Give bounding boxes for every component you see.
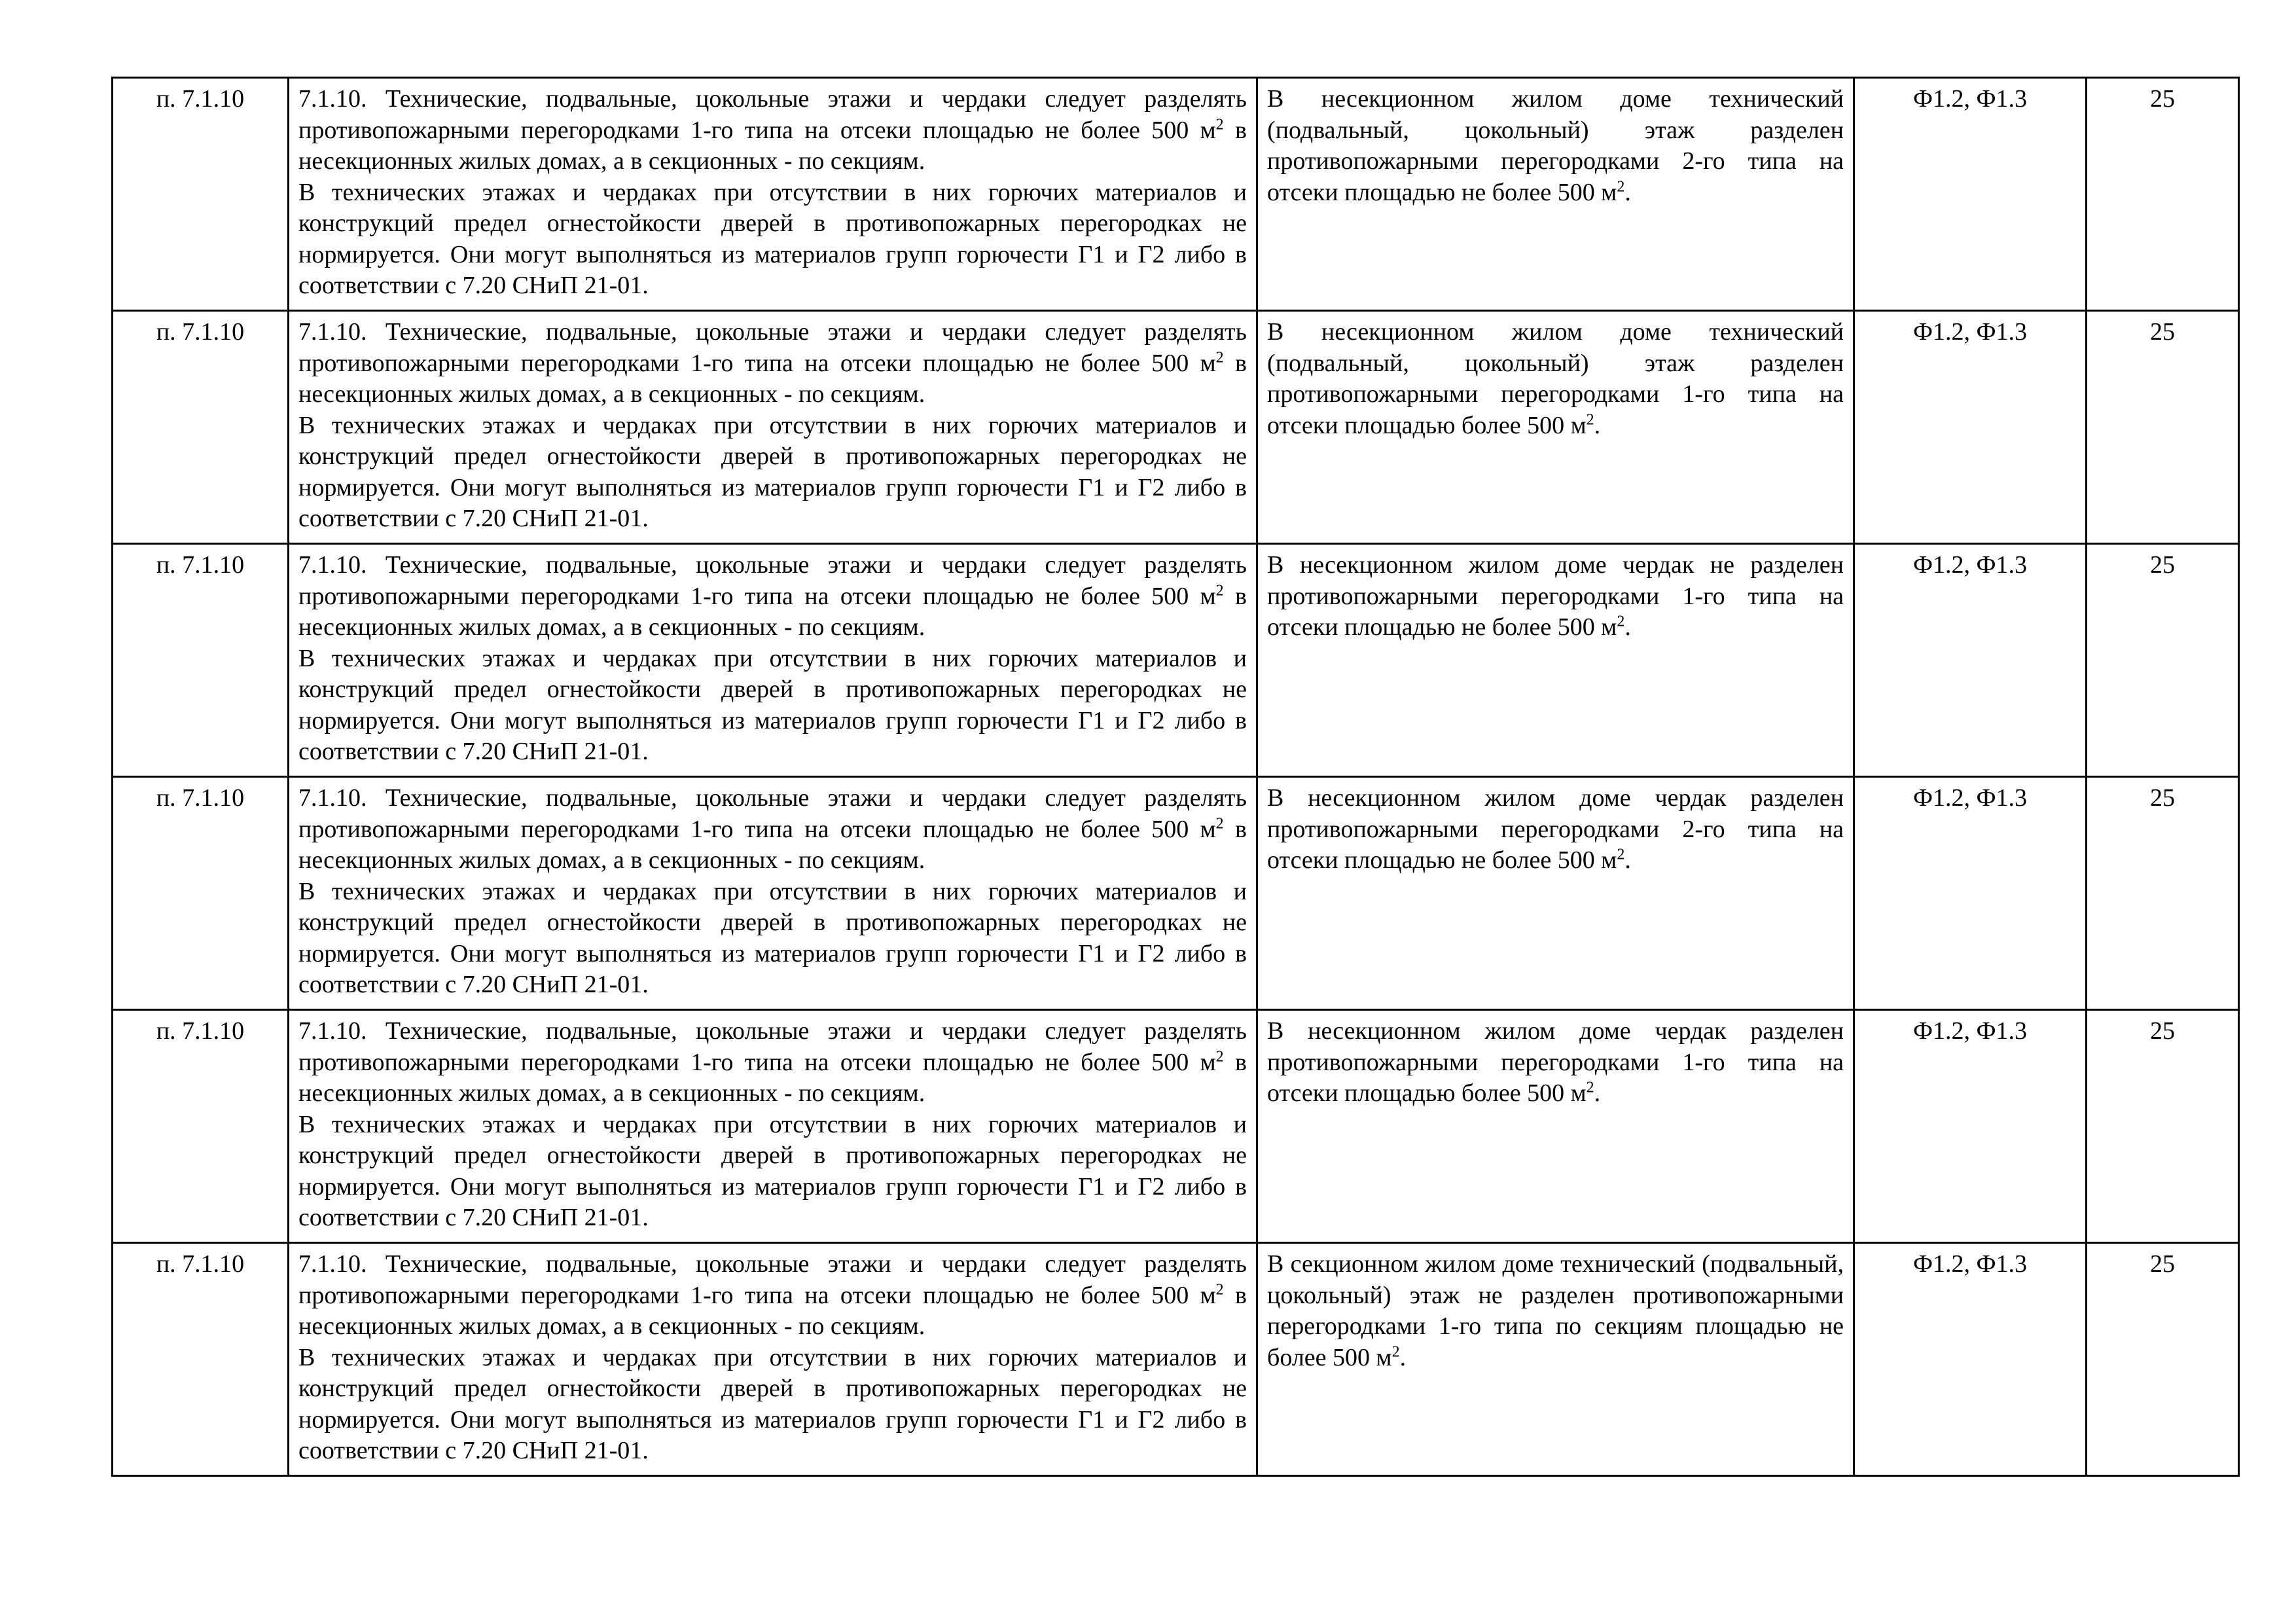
requirement-paragraph-2: В технических этажах и чердаках при отсутствии в них горючих материалов и конструкций предел огнестойкости дверей в противопожарных перегородках не нормируется. Они могут выполняться из материалов групп горючести Г1 и Г2 либо в соответствии с 7.20 СНиП 21-01. xyxy=(298,877,1247,998)
requirement-text-cell xyxy=(289,78,1257,311)
clause-reference-cell: п. 7.1.10 xyxy=(113,1243,289,1476)
requirement-paragraph-2: В технических этажах и чердаках при отсутствии в них горючих материалов и конструкций предел огнестойкости дверей в противопожарных перегородках не нормируется. Они могут выполняться из материалов групп горючести Г1 и Г2 либо в соответствии с 7.20 СНиП 21-01. xyxy=(298,644,1247,765)
clause-reference-cell: п. 7.1.10 xyxy=(113,544,289,777)
violation-description-cell xyxy=(1257,1010,1854,1243)
functional-class-cell: Ф1.2, Ф1.3 xyxy=(1854,777,2087,1010)
table-row xyxy=(113,544,2239,777)
functional-class-cell: Ф1.2, Ф1.3 xyxy=(1854,1010,2087,1243)
table-body xyxy=(113,78,2239,1476)
number-cell: 25 xyxy=(2087,78,2239,311)
superscript: 2 xyxy=(1215,581,1224,599)
requirement-paragraph-1 xyxy=(298,1249,1247,1343)
requirement-text-part: 7.1.10. Технические, подвальные, цокольные этажи и чердаки следует разделять противопожарными перегородками 1-го типа на отсеки площадью не более 500 м xyxy=(298,85,1247,144)
violation-description-cell xyxy=(1257,544,1854,777)
number-cell: 25 xyxy=(2087,1010,2239,1243)
requirement-paragraph-2: В технических этажах и чердаках при отсутствии в них горючих материалов и конструкций предел огнестойкости дверей в противопожарных перегородках не нормируется. Они могут выполняться из материалов групп горючести Г1 и Г2 либо в соответствии с 7.20 СНиП 21-01. xyxy=(298,178,1247,299)
number-cell: 25 xyxy=(2087,544,2239,777)
requirement-text-part: в несекционных жилых домах, а в секционных - по секциям. xyxy=(298,1281,1247,1340)
requirement-paragraph-1 xyxy=(298,1016,1247,1110)
requirement-paragraph-2: В технических этажах и чердаках при отсутствии в них горючих материалов и конструкций предел огнестойкости дверей в противопожарных перегородках не нормируется. Они могут выполняться из материалов групп горючести Г1 и Г2 либо в соответствии с 7.20 СНиП 21-01. xyxy=(298,411,1247,532)
violation-text-part: . xyxy=(1399,1343,1407,1371)
superscript: 2 xyxy=(1215,115,1224,133)
superscript: 2 xyxy=(1215,1047,1224,1065)
violation-text-part: В секционном жилом доме технический (подвальный, цокольный) этаж не разделен противопожарными перегородками 1-го типа по секциям площадью не более 500 м xyxy=(1267,1250,1844,1371)
functional-class-cell: Ф1.2, Ф1.3 xyxy=(1854,311,2087,544)
violation-description-cell xyxy=(1257,78,1854,311)
requirement-paragraph-2: В технических этажах и чердаках при отсутствии в них горючих материалов и конструкций предел огнестойкости дверей в противопожарных перегородках не нормируется. Они могут выполняться из материалов групп горючести Г1 и Г2 либо в соответствии с 7.20 СНиП 21-01. xyxy=(298,1343,1247,1464)
requirement-text-part: 7.1.10. Технические, подвальные, цокольные этажи и чердаки следует разделять противопожарными перегородками 1-го типа на отсеки площадью не более 500 м xyxy=(298,784,1247,843)
clause-reference-cell: п. 7.1.10 xyxy=(113,1010,289,1243)
violation-description-cell xyxy=(1257,311,1854,544)
clause-reference-cell: п. 7.1.10 xyxy=(113,311,289,544)
clause-reference-cell: п. 7.1.10 xyxy=(113,777,289,1010)
requirement-paragraph-1 xyxy=(298,84,1247,177)
functional-class-cell: Ф1.2, Ф1.3 xyxy=(1854,78,2087,311)
superscript: 2 xyxy=(1215,1280,1224,1298)
functional-class-cell: Ф1.2, Ф1.3 xyxy=(1854,1243,2087,1476)
superscript: 2 xyxy=(1215,814,1224,832)
requirement-text-part: в несекционных жилых домах, а в секционных - по секциям. xyxy=(298,116,1247,175)
violation-text-part: . xyxy=(1624,846,1631,874)
requirement-text-part: 7.1.10. Технические, подвальные, цокольные этажи и чердаки следует разделять противопожарными перегородками 1-го типа на отсеки площадью не более 500 м xyxy=(298,1250,1247,1309)
superscript: 2 xyxy=(1617,846,1625,863)
clause-reference-cell: п. 7.1.10 xyxy=(113,78,289,311)
requirement-text-part: в несекционных жилых домах, а в секционных - по секциям. xyxy=(298,349,1247,408)
violation-text-part: В несекционном жилом доме чердак не разделен противопожарными перегородками 1-го типа на отсеки площадью не более 500 м xyxy=(1267,551,1844,641)
violation-text-part: . xyxy=(1594,411,1601,439)
requirement-text-cell xyxy=(289,1243,1257,1476)
requirement-text-part: в несекционных жилых домах, а в секционных - по секциям. xyxy=(298,815,1247,874)
superscript: 2 xyxy=(1391,1343,1400,1360)
superscript: 2 xyxy=(1586,410,1594,428)
requirement-text-part: в несекционных жилых домах, а в секционных - по секциям. xyxy=(298,1048,1247,1107)
requirement-text-cell xyxy=(289,311,1257,544)
violation-text-part: В несекционном жилом доме технический (подвальный, цокольный) этаж разделен противопожарными перегородками 1-го типа на отсеки площадью более 500 м xyxy=(1267,318,1844,439)
superscript: 2 xyxy=(1215,348,1224,366)
requirements-table xyxy=(111,77,2240,1477)
table-row xyxy=(113,78,2239,311)
requirement-paragraph-2: В технических этажах и чердаках при отсутствии в них горючих материалов и конструкций предел огнестойкости дверей в противопожарных перегородках не нормируется. Они могут выполняться из материалов групп горючести Г1 и Г2 либо в соответствии с 7.20 СНиП 21-01. xyxy=(298,1110,1247,1231)
requirement-text-part: 7.1.10. Технические, подвальные, цокольные этажи и чердаки следует разделять противопожарными перегородками 1-го типа на отсеки площадью не более 500 м xyxy=(298,1017,1247,1076)
table-row xyxy=(113,311,2239,544)
number-cell: 25 xyxy=(2087,777,2239,1010)
violation-text-part: В несекционном жилом доме технический (подвальный, цокольный) этаж разделен противопожарными перегородками 2-го типа на отсеки площадью не более 500 м xyxy=(1267,85,1844,206)
requirement-paragraph-1 xyxy=(298,550,1247,643)
table-row xyxy=(113,1010,2239,1243)
superscript: 2 xyxy=(1617,177,1625,195)
requirement-paragraph-1 xyxy=(298,317,1247,410)
violation-text-part: . xyxy=(1624,613,1631,641)
requirement-text-cell xyxy=(289,1010,1257,1243)
number-cell: 25 xyxy=(2087,1243,2239,1476)
requirement-text-cell xyxy=(289,777,1257,1010)
table-row xyxy=(113,1243,2239,1476)
violation-description-cell xyxy=(1257,777,1854,1010)
violation-text-part: . xyxy=(1594,1079,1601,1107)
table-row xyxy=(113,777,2239,1010)
violation-text-part: В несекционном жилом доме чердак разделен противопожарными перегородками 1-го типа на отсеки площадью более 500 м xyxy=(1267,1017,1844,1107)
superscript: 2 xyxy=(1617,613,1625,630)
requirement-text-part: 7.1.10. Технические, подвальные, цокольные этажи и чердаки следует разделять противопожарными перегородками 1-го типа на отсеки площадью не более 500 м xyxy=(298,551,1247,610)
requirement-text-cell xyxy=(289,544,1257,777)
violation-description-cell xyxy=(1257,1243,1854,1476)
functional-class-cell: Ф1.2, Ф1.3 xyxy=(1854,544,2087,777)
superscript: 2 xyxy=(1586,1079,1594,1096)
violation-text-part: . xyxy=(1624,178,1631,206)
requirement-paragraph-1 xyxy=(298,783,1247,876)
violation-text-part: В несекционном жилом доме чердак разделен противопожарными перегородками 2-го типа на отсеки площадью не более 500 м xyxy=(1267,784,1844,874)
requirement-text-part: в несекционных жилых домах, а в секционных - по секциям. xyxy=(298,582,1247,641)
requirement-text-part: 7.1.10. Технические, подвальные, цокольные этажи и чердаки следует разделять противопожарными перегородками 1-го типа на отсеки площадью не более 500 м xyxy=(298,318,1247,377)
number-cell: 25 xyxy=(2087,311,2239,544)
